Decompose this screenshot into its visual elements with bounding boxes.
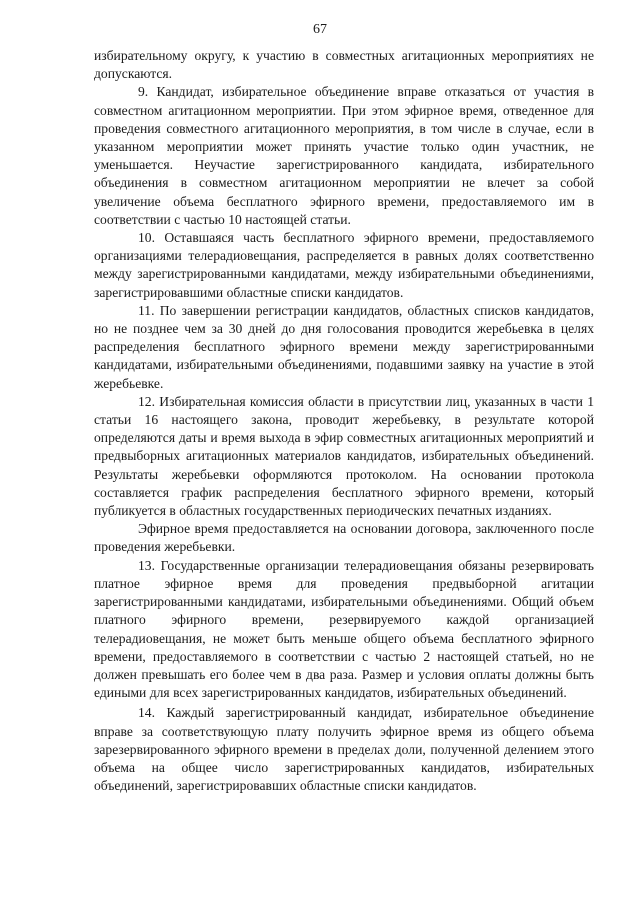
paragraph-9: 9. Кандидат, избирательное объединение вправе отказаться от участия в совместном агитационном мероприятии. При этом эфирное время, отведенное для проведения совместного агитационного мероприятия, в том числе в случае, если в указанном мероприятии может принять участие только один участник, не уменьшается. Неучастие зарегистрированного кандидата, избирательного объединения в совместном агитационном мероприятии не влечет за собой увеличение объема бесплатного эфирного времени, предоставляемого им в соответствии с частью 10 настоящей статьи.: [94, 84, 594, 227]
paragraph-11: 11. По завершении регистрации кандидатов, областных списков кандидатов, но не позднее чем за 30 дней до дня голосования проводится жеребьевка в целях распределения бесплатного эфирного времени между зарегистрированными кандидатами, избирательными объединениями, подавшими заявку на участие в этой жеребьевке.: [94, 302, 594, 391]
paragraph-continuation: избирательному округу, к участию в совместных агитационных мероприятиях не допускаются.: [94, 48, 594, 82]
document-body: [94, 47, 594, 795]
paragraph-10: 10. Оставшаяся часть бесплатного эфирного времени, предоставляемого организациями телерадиовещания, распределяется в равных долях соответственно между зарегистрированными кандидатами, между избирательными объединениями, зарегистрировавшими областные списки кандидатов.: [94, 230, 594, 300]
paragraph-14: 14. Каждый зарегистрированный кандидат, избирательное объединение вправе за соответствующую плату получить эфирное время из общего объема зарезервированного эфирного времени в пределах доли, полученной делением этого объема на общее число зарегистрированных кандидатов, избирательных объединений, зарегистрировавших областные списки кандидатов.: [94, 705, 594, 794]
paragraph-12: 12. Избирательная комиссия области в присутствии лиц, указанных в части 1 статьи 16 настоящего закона, проводит жеребьевку, в результате которой определяются даты и время выхода в эфир совместных агитационных мероприятий и предвыборных агитационных материалов кандидатов, избирательных объединений. Результаты жеребьевки оформляются протоколом. На основании протокола составляется график распределения бесплатного эфирного времени, который публикуется в областных государственных периодических печатных изданиях.: [94, 393, 594, 519]
paragraph-13: 13. Государственные организации телерадиовещания обязаны резервировать платное эфирное время для проведения предвыборной агитации зарегистрированными кандидатами, избирательными объединениями. Общий объем платного эфирного времени, резервируемого каждой организацией телерадиовещания, не может быть меньше общего объема бесплатного эфирного времени, предоставляемого в соответствии с частью 2 настоящей статьей, но не должен превышать его более чем в два раза. Размер и условия оплаты должны быть едиными для всех зарегистрированных кандидатов, избирательных объединений.: [94, 557, 594, 701]
paragraph-12-note: Эфирное время предоставляется на основании договора, заключенного после проведения жеребьевки.: [94, 521, 594, 555]
page-number: 67: [313, 22, 327, 37]
